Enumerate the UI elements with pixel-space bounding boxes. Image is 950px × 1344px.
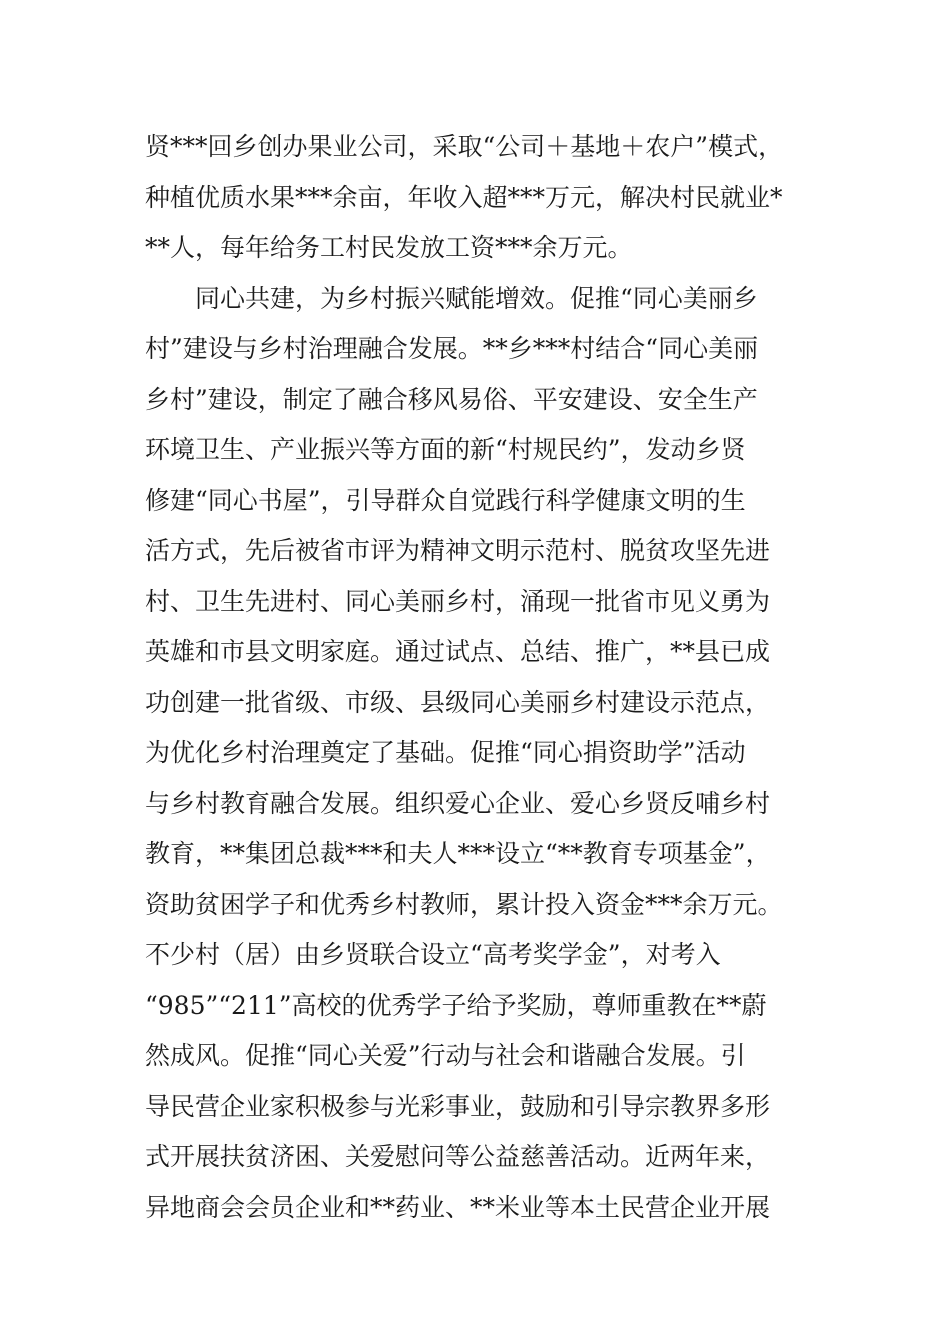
text-line: 功创建一批省级、市级、县级同心美丽乡村建设示范点，: [145, 687, 771, 717]
text-line: 乡村”建设，制定了融合移风易俗、平安建设、安全生产: [145, 384, 758, 414]
text-line: 导民营企业家积极参与光彩事业，鼓励和引导宗教界多形: [145, 1091, 771, 1121]
paragraph-first-line: 同心共建，为乡村振兴赋能增效。促推“同心美丽乡: [195, 283, 758, 313]
text-line: 贤***回乡创办果业公司，采取“公司＋基地＋农户”模式，: [145, 132, 784, 161]
text-line: 异地商会会员企业和**药业、**米业等本土民营企业开展: [145, 1192, 771, 1222]
text-line: 环境卫生、产业振兴等方面的新“村规民约”，发动乡贤: [145, 435, 746, 464]
text-line: 村、卫生先进村、同心美丽乡村，涌现一批省市见义勇为: [145, 586, 771, 616]
text-line: 村”建设与乡村治理融合发展。**乡***村结合“同心美丽: [145, 334, 759, 363]
text-line: 式开展扶贫济困、关爱慰问等公益慈善活动。近两年来，: [145, 1142, 771, 1171]
text-line: 为优化乡村治理奠定了基础。促推“同心捐资助学”活动: [145, 738, 746, 767]
text-line: 活方式，先后被省市评为精神文明示范村、脱贫攻坚先进: [145, 536, 771, 565]
text-line: “985”“211”高校的优秀学子给予奖励，尊师重教在**蔚: [145, 990, 767, 1020]
text-line: 种植优质水果***余亩，年收入超***万元，解决村民就业*: [145, 182, 783, 212]
text-line: 修建“同心书屋”，引导群众自觉践行科学健康文明的生: [145, 485, 746, 515]
text-line: 英雄和市县文明家庭。通过试点、总结、推广，**县已成: [145, 637, 771, 666]
text-line: 教育，**集团总裁***和夫人***设立“**教育专项基金”，: [145, 839, 771, 868]
text-line: 然成风。促推“同心关爱”行动与社会和谐融合发展。引: [145, 1041, 746, 1070]
text-line: 与乡村教育融合发展。组织爱心企业、爱心乡贤反哺乡村: [145, 788, 771, 818]
text-line: **人，每年给务工村民发放工资***余万元。: [145, 233, 633, 262]
text-line: 不少村（居）由乡贤联合设立“高考奖学金”，对考入: [145, 940, 721, 969]
text-line: 资助贫困学子和优秀乡村教师，累计投入资金***余万元。: [145, 889, 783, 919]
body-text: [145, 122, 835, 1233]
